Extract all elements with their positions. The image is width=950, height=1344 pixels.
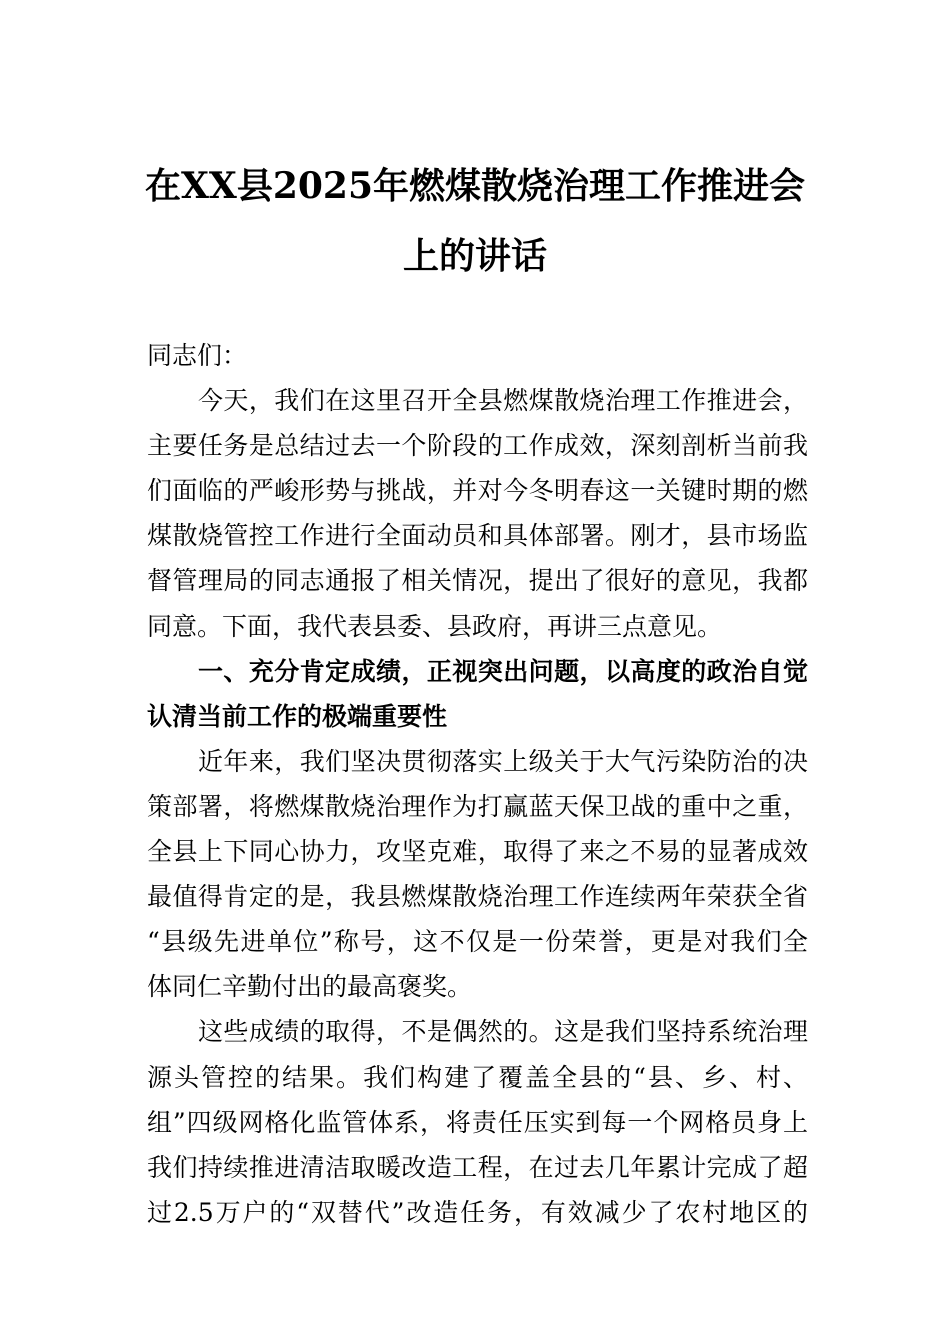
body-text-line: 今天，我们在这里召开全县燃煤散烧治理工作推进会， (198, 386, 808, 416)
section-heading-line: 一、充分肯定成绩，正视突出问题，以高度的政治自觉 (198, 656, 808, 686)
body-text-line: “县级先进单位”称号，这不仅是一份荣誉，更是对我们全 (147, 927, 808, 957)
document-title-line-2: 上的讲话 (402, 235, 547, 277)
body-text-line: 督管理局的同志通报了相关情况，提出了很好的意见，我都 (147, 566, 808, 596)
body-text-line: 过2.5万户的“双替代”改造任务，有效减少了农村地区的 (147, 1197, 808, 1227)
body-text-line: 同意。下面，我代表县委、县政府，再讲三点意见。 (147, 611, 723, 641)
body-text-line: 这些成绩的取得，不是偶然的。这是我们坚持系统治理 (198, 1017, 808, 1047)
body-text-line: 近年来，我们坚决贯彻落实上级关于大气污染防治的决 (198, 746, 808, 776)
body-text-line: 全县上下同心协力，攻坚克难，取得了来之不易的显著成效 (147, 837, 808, 867)
speech-body (147, 333, 808, 1235)
body-text-line: 煤散烧管控工作进行全面动员和具体部署。刚才，县市场监 (147, 521, 808, 551)
body-text-line: 最值得肯定的是，我县燃煤散烧治理工作连续两年荣获全省 (147, 882, 808, 912)
body-text-line: 主要任务是总结过去一个阶段的工作成效，深刻剖析当前我 (147, 431, 808, 461)
body-text-line: 我们持续推进清洁取暖改造工程，在过去几年累计完成了超 (147, 1152, 808, 1182)
section-heading-line: 认清当前工作的极端重要性 (147, 701, 448, 731)
body-text-line: 策部署，将燃煤散烧治理作为打赢蓝天保卫战的重中之重， (147, 791, 808, 821)
body-text-line: 们面临的严峻形势与挑战，并对今冬明春这一关键时期的燃 (147, 476, 808, 506)
document-title-line-1: 在XX县2025年燃煤散烧治理工作推进会 (144, 165, 806, 207)
body-text-line: 源头管控的结果。我们构建了覆盖全县的“县、乡、村、 (147, 1062, 808, 1092)
body-text-line: 组”四级网格化监管体系，将责任压实到每一个网格员身上 (147, 1107, 808, 1137)
body-text-line: 同志们： (147, 341, 248, 370)
body-text-line: 体同仁辛勤付出的最高褒奖。 (147, 972, 473, 1002)
